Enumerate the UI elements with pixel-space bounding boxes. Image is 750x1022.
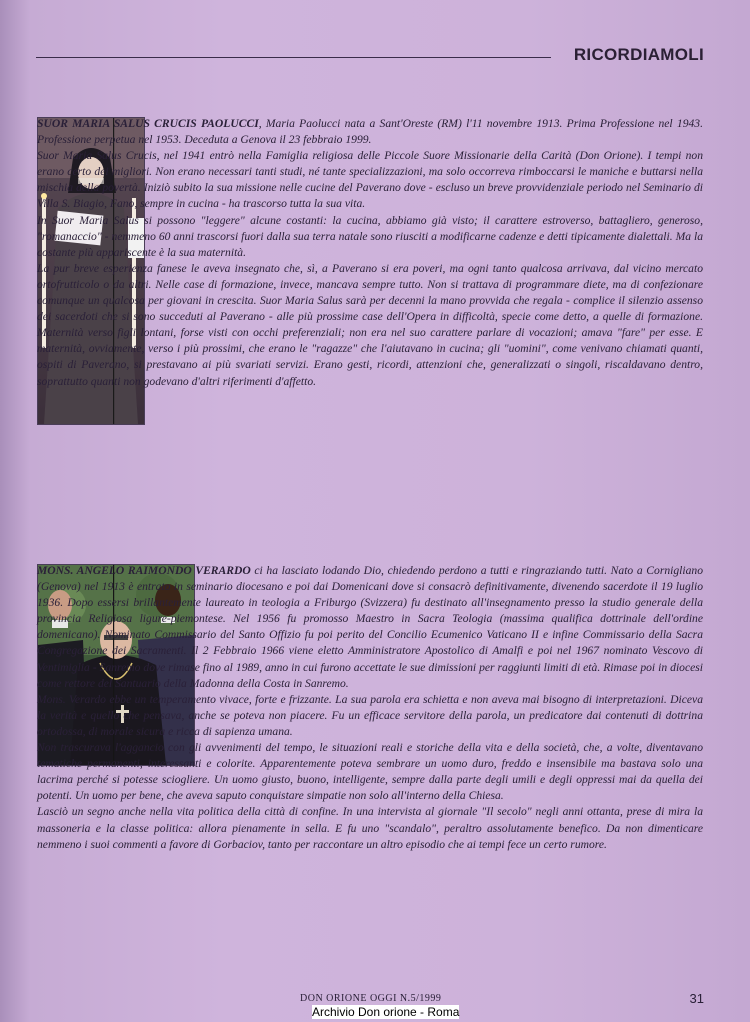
article1-paragraph-2: Suor Maria Salus Crucis, nel 1941 entrò nella Famiglia religiosa delle Piccole Suore Missionarie della Carità (Don Orione). I tempi non erano certo dei migliori. Non erano necessari tanti studi, né tante specializzazioni, ma solo occorreva rimboccarsi le maniche e buttarsi nella mischia della povertà. Iniziò subito la sua missione nelle cucine del Paverano dove - escluso un breve provvidenziale periodo nel Seminario di Villa S. Biagio, Fano, sempre in cucina - ha trascorso tutta la sua vita. [37,149,703,211]
section-title: RICORDIAMOLI [573,45,704,64]
article1-paragraph-3: In Suor Maria Salus si possono "leggere" alcune costanti: la cucina, abbiamo già visto; il carattere estroverso, battagliero, generoso, "romanaccio" - nemmeno 60 anni trascorsi fuori dalla sua terra natale sono riusciti a modificarne cadenze e detti tipicamente dialettali. Ma la costante più appariscente è la sua maternità. [37,213,703,259]
article2-paragraph-4: Lasciò un segno anche nella vita politica della città di confine. In una intervista al giornale "Il secolo" negli anni ottanta, prese di mira la massoneria e la classe politica: allora pienamente in sella. E fu uno "scandalo", peraltro assolutamente benefico. Da non dimenticare nemmeno i suoi commenti a favore di Gorbaciov, tanto per raccontare un altro episodio che ai tempi fece un certo rumore. [37,805,703,851]
archive-label: Archivio Don orione - Roma [312,1005,460,1019]
article2-paragraph-2: Mons. Verardo ebbe un temperamento vivace, forte e frizzante. La sua parola era schietta e non aveva mai bisogno di interpretazioni. Diceva la verità e quello che pensava, anche se poteva non piacere. Fu un efficace servitore della parola, un predicatore dai contenuti di dottrina ortodossa, di morale sicura e ricca di sapienza umana. [37,692,703,738]
article2-name: MONS. ANGELO RAIMONDO VERARDO [37,564,251,577]
header-rule [36,57,551,58]
article-suor-maria-salus [37,116,703,390]
article2-intro: MONS. ANGELO RAIMONDO VERARDO ci ha lasciato lodando Dio, chiedendo perdono a tutti e ringraziando tutti. Nato a Cornigliano (Genova) nel 1913 è entrato in seminario diocesano e poi dai Domenicani dove si consacrò definitivamente, divenendo sacerdote il 19 luglio 1936. Dopo essersi brillantemente laureato in teologia a Friburgo (Svizzera) fu destinato all'insegnamento presso la studio generale della provincia Religiosa ligure-piemontese. Nel 1956 fu promosso Maestro in Sacra Teologia (massima qualifica dottrinale dell'ordine domenicano). Nominato Commissario del Santo Offizio fu poi perito del Concilio Ecumenico Vaticano II e infine Commissario della Sacra Congregazione dei Sacramenti. Il 2 Febbraio 1966 viene eletto Amministratore Apostolico di Amalfi e poi nel 1967 nominato Vescovo di Ventimiglia - Sanremo dove rimase fino al 1989, anno in cui furono accettate le sue dimissioni per raggiunti limiti di età. Rimase poi in diocesi come rettore del Santuario della Madonna della Costa in Sanremo. [37,564,703,690]
article1-paragraph-4: La pur breve esperienza fanese le aveva insegnato che, sì, a Paverano si era poveri, ma ogni tanto qualcosa arrivava, dal vicino mercato ortofrutticolo o da altri. Nelle case di formazione, invece, mancava sempre tutto. Non si trattava di programmare diete, ma di confezionare comunque un qualcosa per giovani in crescita. Suor Maria Salus sarà per decenni la mano provvida che regala - complice il silenzio assenso dei sacerdoti che si sono succeduti al Paverano - alle più prossime case dell'Opera in difficoltà, specie come detto, a quelle di formazione. Maternità verso figli lontani, forse visti con occhi preferenziali; non era nel suo carattere parlare di vocazioni; amava "fare" per esse. E maternità, ovviamente, verso i più prossimi, che erano le "ragazze" che l'aiutavano in cucina; gli "uomini", come venivano chiamati quanti, ospiti di Paverano, si prestavano ai più svariati servizi. Erano gesti, ricordi, attenzioni che, generalizzati o singoli, riscaldavano dentro, soprattutto quanti non godevano d'altri riferimenti d'affetto. [37,261,703,388]
page-number: 31 [689,991,704,1006]
article-mons-verardo [37,563,703,853]
article2-paragraph-3: Non trascurava l'aggancio con gli avvenimenti del tempo, le situazioni reali e storiche della vita e della società, che, a volte, diventavano tematiche permanenti, interessanti e colorite. Apparentemente poteva sembrare un uomo duro, freddo e insensibile ma bastava solo una lacrima perché si potesse sciogliere. Un uomo giusto, buono, intelligente, sempre dalla parte degli umili e degli oppressi mai da quella dei potenti. Un uomo per bene, che aveva saputo conquistare simpatie non solo all'interno della Chiesa. [37,741,703,803]
article1-name: SUOR MARIA SALUS CRUCIS PAOLUCCI [37,117,259,130]
publication-info: DON ORIONE OGGI N.5/1999 [300,993,442,1004]
article1-intro: SUOR MARIA SALUS CRUCIS PAOLUCCI, Maria Paolucci nata a Sant'Oreste (RM) l'11 novembre 1913. Prima Professione nel 1943. Professione perpetua nel 1953. Deceduta a Genova il 23 febbraio 1999. [37,117,703,147]
